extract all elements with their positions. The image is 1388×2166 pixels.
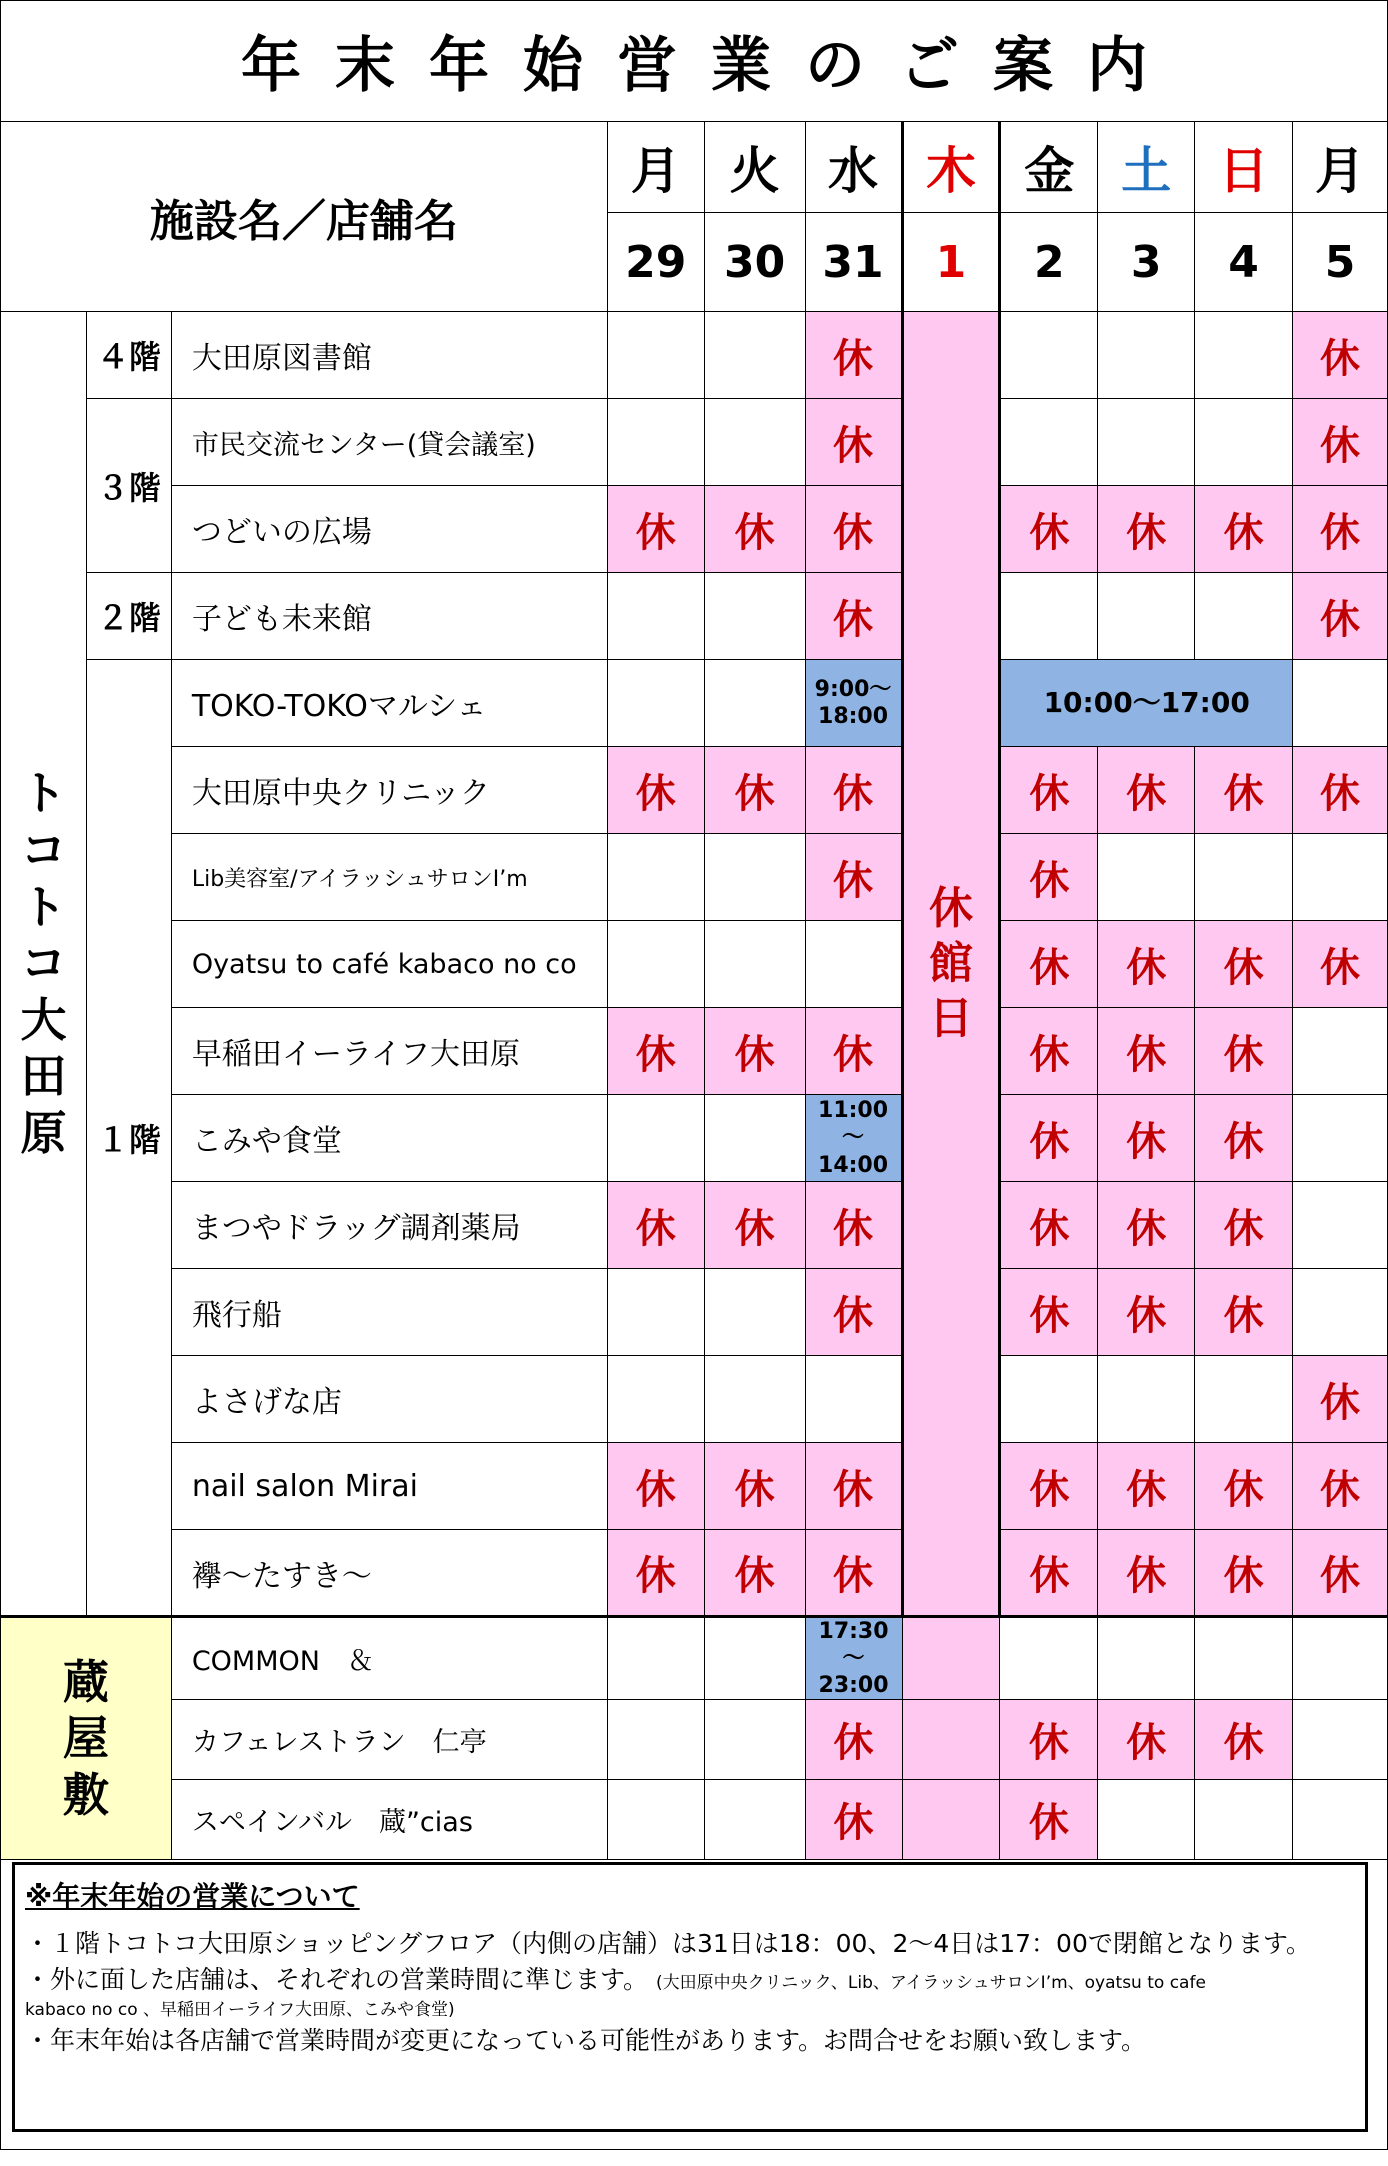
cell-open bbox=[704, 1356, 805, 1443]
cell-open bbox=[704, 1095, 805, 1182]
store-name: 飛行船 bbox=[171, 1269, 607, 1356]
cell-closed: 休 bbox=[607, 486, 704, 573]
notes-text: ・外に面した店舗は、それぞれの営業時間に準じます。 bbox=[25, 1964, 649, 1994]
notes-small-line: kabaco no co 、早稲田イーライフ大田原、こみや食堂) bbox=[25, 2000, 455, 2021]
cell-closed: 休 bbox=[1293, 486, 1388, 573]
cell-closed: 休 bbox=[1000, 1530, 1098, 1617]
cell-closed: 休 bbox=[1098, 486, 1195, 573]
store-name: スペインバル 蔵”cias bbox=[171, 1780, 607, 1860]
header-date: 3 bbox=[1098, 213, 1195, 312]
cell-open bbox=[1000, 1617, 1098, 1700]
store-name: COMMON ＆ bbox=[171, 1617, 607, 1700]
cell-open bbox=[704, 399, 805, 486]
cell-open bbox=[1195, 1356, 1293, 1443]
cell-closed: 休 bbox=[1195, 921, 1293, 1008]
hours-line: ～ bbox=[842, 1646, 865, 1672]
cell-open bbox=[607, 312, 704, 399]
cell-closed: 休 bbox=[1195, 1443, 1293, 1530]
cell-closed: 休 bbox=[1000, 1443, 1098, 1530]
header-day: 金 bbox=[1000, 122, 1098, 213]
cell-open bbox=[607, 1269, 704, 1356]
store-name: 襷～たすき～ bbox=[171, 1530, 607, 1617]
cell-closed: 休 bbox=[1098, 747, 1195, 834]
cell-open bbox=[1195, 399, 1293, 486]
hours-cell bbox=[805, 1095, 902, 1182]
cell-closed: 休 bbox=[1000, 1008, 1098, 1095]
hours-line: 14:00 bbox=[818, 1152, 889, 1178]
cell-open bbox=[607, 1617, 704, 1700]
cell-open bbox=[1098, 1780, 1195, 1860]
cell-open bbox=[1293, 834, 1388, 921]
cell-open bbox=[1293, 1617, 1388, 1700]
kyukan-cell: 休 館 日 bbox=[902, 312, 1000, 1617]
cell-closed: 休 bbox=[1195, 1182, 1293, 1269]
header-day: 木 bbox=[902, 122, 1000, 213]
page-title: 年末年始営業のご案内 bbox=[241, 30, 1181, 101]
schedule-table bbox=[0, 121, 1388, 1860]
store-name: 大田原中央クリニック bbox=[171, 747, 607, 834]
cell-open bbox=[1195, 1617, 1293, 1700]
cell-closed: 休 bbox=[1195, 1008, 1293, 1095]
cell-closed: 休 bbox=[607, 747, 704, 834]
cell-closed: 休 bbox=[1000, 1700, 1098, 1780]
cell-open bbox=[1293, 1182, 1388, 1269]
notes-box bbox=[12, 1862, 1368, 2132]
cell-closed: 休 bbox=[1000, 747, 1098, 834]
cell-closed: 休 bbox=[805, 486, 902, 573]
cell-closed: 休 bbox=[1195, 486, 1293, 573]
cell-closed: 休 bbox=[1000, 486, 1098, 573]
notes-line: ・１階トコトコ大田原ショッピングフロア（内側の店舗）は31日は18：00、2～4日は17：00で閉館となります。 bbox=[25, 1928, 1311, 1958]
cell-closed: 休 bbox=[1293, 1530, 1388, 1617]
hours-line: 23:00 bbox=[818, 1673, 889, 1699]
header-date: 2 bbox=[1000, 213, 1098, 312]
cell-open bbox=[1098, 399, 1195, 486]
cell-closed: 休 bbox=[805, 747, 902, 834]
cell-closed: 休 bbox=[805, 399, 902, 486]
cell-closed: 休 bbox=[1000, 1780, 1098, 1860]
cell-closed: 休 bbox=[805, 1530, 902, 1617]
cell-closed: 休 bbox=[704, 747, 805, 834]
cell-open bbox=[805, 921, 902, 1008]
cell-closed: 休 bbox=[805, 834, 902, 921]
cell-closed: 休 bbox=[1098, 1700, 1195, 1780]
store-name: まつやドラッグ調剤薬局 bbox=[171, 1182, 607, 1269]
store-name: 大田原図書館 bbox=[171, 312, 607, 399]
cell-closed: 休 bbox=[1293, 573, 1388, 660]
cell-holiday bbox=[902, 1617, 1000, 1700]
cell-closed: 休 bbox=[1098, 1008, 1195, 1095]
cell-closed: 休 bbox=[1098, 1443, 1195, 1530]
cell-open bbox=[704, 834, 805, 921]
header-day: 月 bbox=[607, 122, 704, 213]
cell-open bbox=[704, 312, 805, 399]
cell-closed: 休 bbox=[1098, 1530, 1195, 1617]
cell-open bbox=[1098, 1617, 1195, 1700]
hours-cell bbox=[805, 1617, 902, 1700]
cell-closed: 休 bbox=[805, 1700, 902, 1780]
cell-closed: 休 bbox=[607, 1182, 704, 1269]
hours-cell bbox=[805, 660, 902, 747]
cell-closed: 休 bbox=[805, 1269, 902, 1356]
cell-closed: 休 bbox=[1000, 921, 1098, 1008]
store-name: 子ども未来館 bbox=[171, 573, 607, 660]
header-date: 30 bbox=[704, 213, 805, 312]
cell-closed: 休 bbox=[1195, 1269, 1293, 1356]
header-date: 29 bbox=[607, 213, 704, 312]
store-name: こみや食堂 bbox=[171, 1095, 607, 1182]
notes-heading: ※年末年始の営業について bbox=[25, 1880, 360, 1913]
cell-closed: 休 bbox=[607, 1530, 704, 1617]
hours-line: 11:00 bbox=[818, 1098, 889, 1124]
cell-open bbox=[1293, 1095, 1388, 1182]
cell-open bbox=[1000, 312, 1098, 399]
cell-closed: 休 bbox=[704, 486, 805, 573]
cell-closed: 休 bbox=[805, 1780, 902, 1860]
cell-open bbox=[704, 1617, 805, 1700]
store-name: nail salon Mirai bbox=[171, 1443, 607, 1530]
cell-closed: 休 bbox=[1195, 1530, 1293, 1617]
cell-closed: 休 bbox=[805, 312, 902, 399]
store-name: 早稲田イーライフ大田原 bbox=[171, 1008, 607, 1095]
cell-open bbox=[1195, 312, 1293, 399]
cell-open bbox=[1098, 834, 1195, 921]
cell-open bbox=[704, 660, 805, 747]
cell-open bbox=[1000, 573, 1098, 660]
cell-open bbox=[1293, 1269, 1388, 1356]
store-name: カフェレストラン 仁亭 bbox=[171, 1700, 607, 1780]
hours-line: 18:00 bbox=[818, 704, 889, 729]
header-day: 水 bbox=[805, 122, 902, 213]
cell-open bbox=[607, 660, 704, 747]
cell-open bbox=[1195, 573, 1293, 660]
cell-closed: 休 bbox=[1195, 1095, 1293, 1182]
store-name: 市民交流センター(貸会議室) bbox=[171, 399, 607, 486]
cell-open bbox=[1293, 1780, 1388, 1860]
cell-open bbox=[704, 1700, 805, 1780]
cell-open bbox=[607, 399, 704, 486]
cell-closed: 休 bbox=[1098, 1095, 1195, 1182]
header-date: 5 bbox=[1293, 213, 1388, 312]
cell-open bbox=[607, 834, 704, 921]
cell-closed: 休 bbox=[1098, 1182, 1195, 1269]
group-kurayashiki: 蔵 屋 敷 bbox=[1, 1617, 172, 1860]
notes-line: ・年末年始は各店舗で営業時間が変更になっている可能性があります。お問合せをお願い致します。 bbox=[25, 2025, 1147, 2055]
store-name: よさげな店 bbox=[171, 1356, 607, 1443]
floor-label: ２階 bbox=[86, 573, 171, 660]
header-day: 月 bbox=[1293, 122, 1388, 213]
cell-closed: 休 bbox=[704, 1008, 805, 1095]
cell-open bbox=[1098, 312, 1195, 399]
notes-small-text: (大田原中央クリニック、Lib、アイラッシュサロンI’m、oyatsu to cafe bbox=[655, 1972, 1206, 1993]
cell-closed: 休 bbox=[1293, 312, 1388, 399]
cell-closed: 休 bbox=[1293, 747, 1388, 834]
group-tokotoko: ト コ ト コ 大 田 原 bbox=[1, 312, 87, 1617]
cell-open bbox=[704, 921, 805, 1008]
cell-open bbox=[1293, 1700, 1388, 1780]
hours-line: 17:30 bbox=[818, 1619, 889, 1644]
floor-label: １階 bbox=[86, 660, 171, 1617]
cell-open bbox=[1293, 1008, 1388, 1095]
cell-closed: 休 bbox=[1000, 1095, 1098, 1182]
header-day: 日 bbox=[1195, 122, 1293, 213]
cell-open bbox=[1000, 1356, 1098, 1443]
cell-open bbox=[1195, 834, 1293, 921]
hours-line: ～ bbox=[842, 1125, 865, 1151]
cell-closed: 休 bbox=[1000, 1269, 1098, 1356]
cell-open bbox=[704, 1780, 805, 1860]
cell-closed: 休 bbox=[1098, 1269, 1195, 1356]
hours-cell: 10:00～17:00 bbox=[1000, 660, 1293, 747]
cell-closed: 休 bbox=[805, 573, 902, 660]
header-name-label: 施設名／店舗名 bbox=[1, 122, 608, 312]
cell-closed: 休 bbox=[805, 1182, 902, 1269]
cell-holiday bbox=[902, 1700, 1000, 1780]
hours-line: 9:00～ bbox=[814, 676, 892, 702]
header-date: 31 bbox=[805, 213, 902, 312]
store-name: TOKO-TOKOマルシェ bbox=[171, 660, 607, 747]
store-name: Oyatsu to café kabaco no co bbox=[171, 921, 607, 1008]
store-name: つどいの広場 bbox=[171, 486, 607, 573]
cell-closed: 休 bbox=[805, 1443, 902, 1530]
cell-closed: 休 bbox=[1293, 1443, 1388, 1530]
cell-closed: 休 bbox=[704, 1530, 805, 1617]
cell-open bbox=[805, 1356, 902, 1443]
cell-open bbox=[607, 573, 704, 660]
header-day: 火 bbox=[704, 122, 805, 213]
cell-open bbox=[607, 1356, 704, 1443]
cell-closed: 休 bbox=[1000, 1182, 1098, 1269]
cell-closed: 休 bbox=[607, 1443, 704, 1530]
cell-closed: 休 bbox=[1098, 921, 1195, 1008]
cell-open bbox=[1098, 1356, 1195, 1443]
cell-open bbox=[607, 1700, 704, 1780]
cell-closed: 休 bbox=[805, 1008, 902, 1095]
notes-line bbox=[25, 1962, 1355, 1998]
cell-open bbox=[1195, 1780, 1293, 1860]
cell-closed: 休 bbox=[1195, 1700, 1293, 1780]
header-date: 1 bbox=[902, 213, 1000, 312]
cell-open bbox=[607, 1780, 704, 1860]
cell-open bbox=[607, 1095, 704, 1182]
cell-open bbox=[1293, 660, 1388, 747]
cell-closed: 休 bbox=[1195, 747, 1293, 834]
floor-label: ３階 bbox=[86, 399, 171, 573]
cell-closed: 休 bbox=[704, 1443, 805, 1530]
floor-label: ４階 bbox=[86, 312, 171, 399]
cell-open bbox=[704, 1269, 805, 1356]
header-day: 土 bbox=[1098, 122, 1195, 213]
cell-closed: 休 bbox=[607, 1008, 704, 1095]
cell-holiday bbox=[902, 1780, 1000, 1860]
cell-open bbox=[1098, 573, 1195, 660]
store-name: Lib美容室/アイラッシュサロンI’m bbox=[171, 834, 607, 921]
cell-closed: 休 bbox=[1293, 1356, 1388, 1443]
cell-open bbox=[1000, 399, 1098, 486]
cell-closed: 休 bbox=[1293, 921, 1388, 1008]
cell-closed: 休 bbox=[1293, 399, 1388, 486]
cell-closed: 休 bbox=[704, 1182, 805, 1269]
header-date: 4 bbox=[1195, 213, 1293, 312]
cell-open bbox=[704, 573, 805, 660]
cell-open bbox=[607, 921, 704, 1008]
cell-closed: 休 bbox=[1000, 834, 1098, 921]
